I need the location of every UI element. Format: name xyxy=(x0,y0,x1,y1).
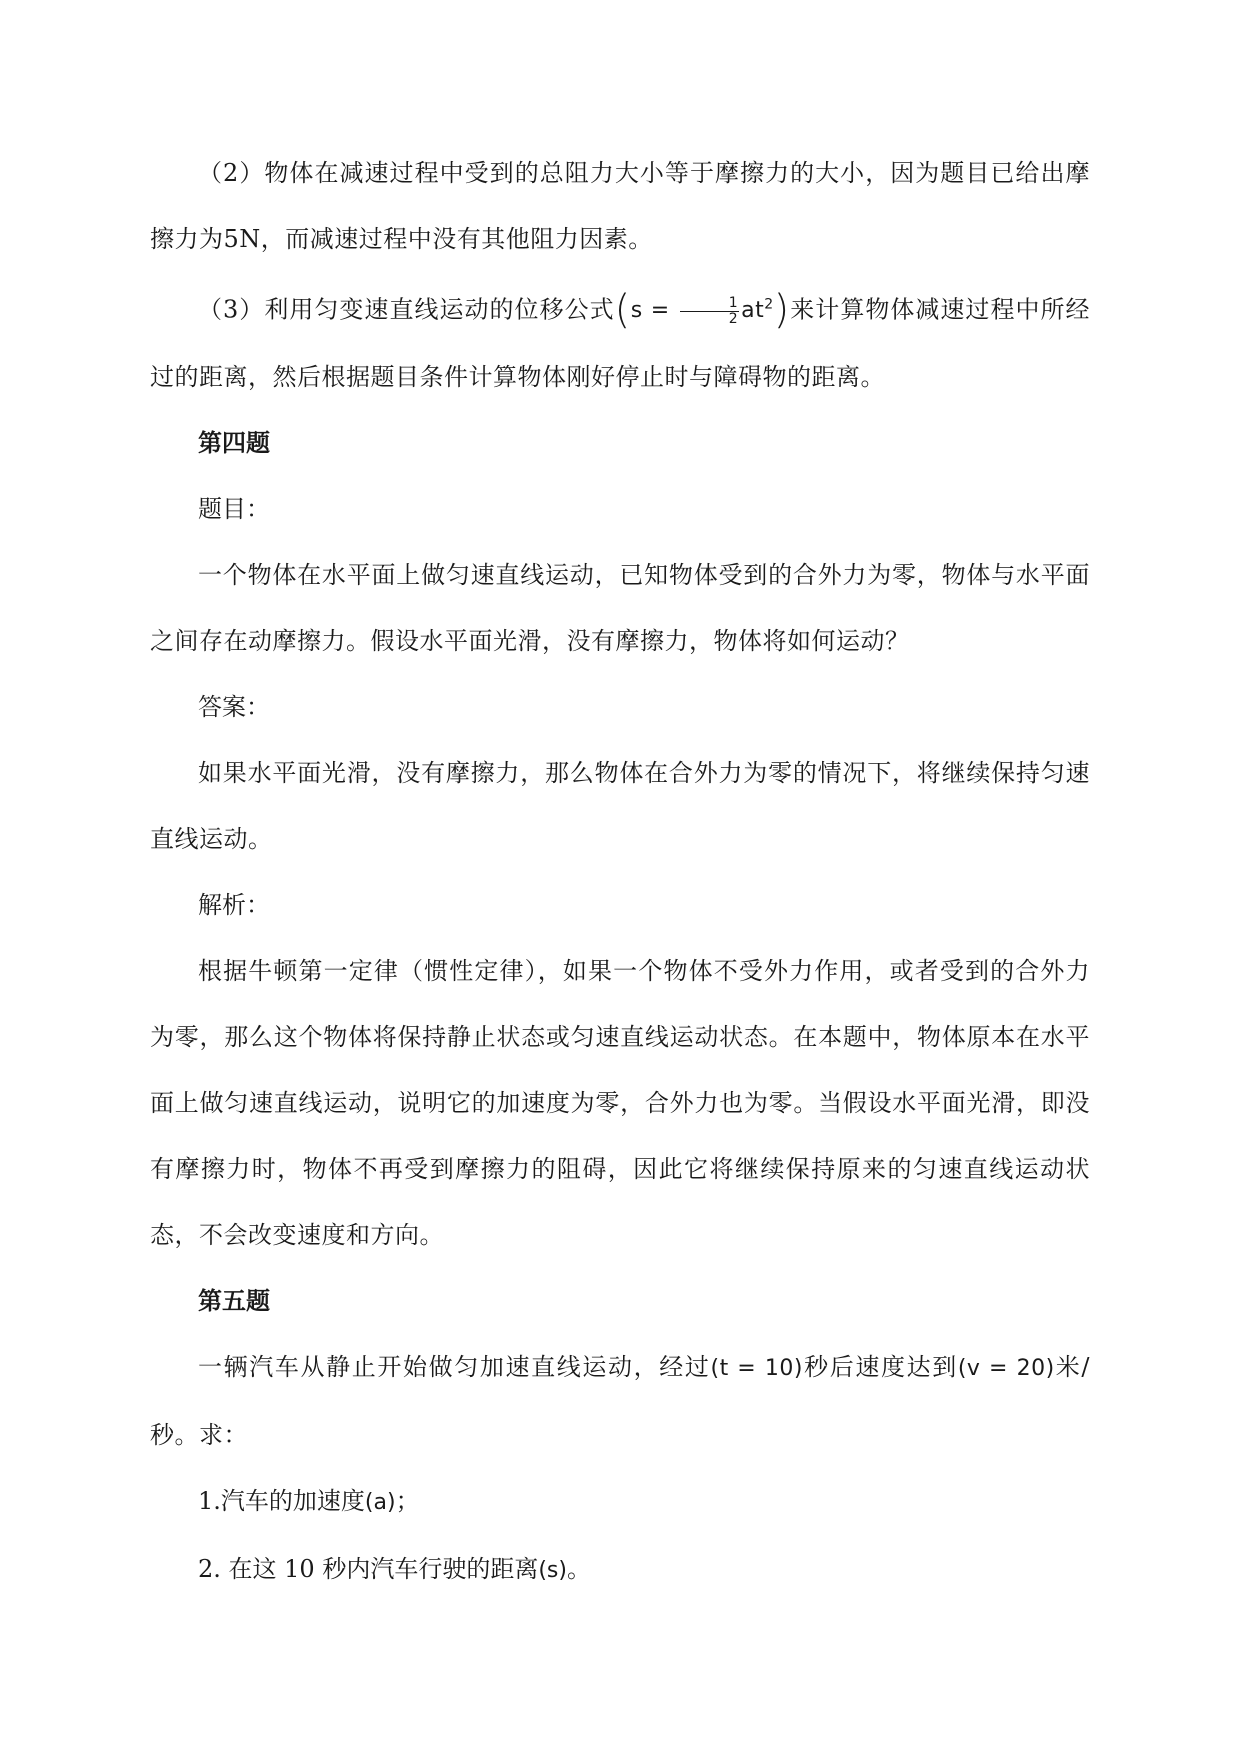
q4-analysis-text: 根据牛顿第一定律（惯性定律），如果一个物体不受外力作用，或者受到的合外力为零，那么这个物体将保持静止状态或匀速直线运动状态。在本题中，物体原本在水平面上做匀速直线运动，说明它的加速度为零，合外力也为零。当假设水平面光滑，即没有摩擦力时，物体不再受到摩擦力的阻碍，因此它将继续保持原来的匀速直线运动状态，不会改变速度和方向。 xyxy=(150,957,1090,1250)
formula-fraction xyxy=(680,296,739,327)
q4-answer-text: 如果水平面光滑，没有摩擦力，那么物体在合外力为零的情况下，将继续保持匀速直线运动。 xyxy=(150,759,1090,854)
q5-item2-end: 。 xyxy=(566,1555,591,1584)
q5-heading: 第五题 xyxy=(198,1286,270,1316)
q4-answer-label: 答案： xyxy=(198,693,270,722)
q5-sub-question-1 xyxy=(150,1468,1090,1536)
q5-item1-end: ； xyxy=(395,1487,420,1516)
fraction-denominator: 2 xyxy=(728,310,739,327)
q5-text-part-2: 秒后速度达到 xyxy=(802,1353,958,1382)
fraction-numerator: 1 xyxy=(680,296,739,312)
q5-question-text xyxy=(150,1334,1090,1468)
q5-item2-symbol: (s) xyxy=(538,1558,567,1584)
q5-time-value: (t = 10) xyxy=(710,1356,803,1382)
document-page xyxy=(150,140,1090,1604)
q4-question-label: 题目： xyxy=(198,495,270,524)
q3-point-3-rest: 来计算物体减速过程中所经过的距离，然后根据题目条件计算物体刚好停止时与障碍物的距离。 xyxy=(150,295,1091,392)
formula-lhs: s = xyxy=(630,298,670,324)
q3-analysis-point-3 xyxy=(150,272,1090,410)
displacement-formula: (s = $\frac{1}{2}$ $at^2$) xyxy=(614,287,790,334)
q5-text-part-3: 米/秒。求： xyxy=(150,1353,1091,1450)
q5-velocity-value: (v = 20) xyxy=(957,1356,1055,1382)
q3-point-3-intro: （3）利用匀变速直线运动的位移公式 xyxy=(198,295,615,324)
q5-sub-question-2 xyxy=(150,1536,1090,1604)
q5-item2-text: 2. 在这 10 秒内汽车行驶的距离 xyxy=(198,1555,539,1584)
q4-heading: 第四题 xyxy=(198,428,270,458)
formula-exponent: 2 xyxy=(764,297,774,313)
q4-analysis-label: 解析： xyxy=(198,891,270,920)
q4-question-text: 一个物体在水平面上做匀速直线运动，已知物体受到的合外力为零，物体与水平面之间存在动摩擦力。假设水平面光滑，没有摩擦力，物体将如何运动？ xyxy=(150,561,1090,656)
q3-analysis-point-2: （2）物体在减速过程中受到的总阻力大小等于摩擦力的大小，因为题目已给出摩擦力为5N，而减速过程中没有其他阻力因素。 xyxy=(150,159,1090,253)
formula-rhs: at xyxy=(741,298,765,324)
q5-text-part-1: 一辆汽车从静止开始做匀加速直线运动，经过 xyxy=(198,1353,711,1382)
q5-item1-text: 1.汽车的加速度 xyxy=(198,1487,365,1516)
q5-item1-symbol: (a) xyxy=(364,1490,396,1516)
